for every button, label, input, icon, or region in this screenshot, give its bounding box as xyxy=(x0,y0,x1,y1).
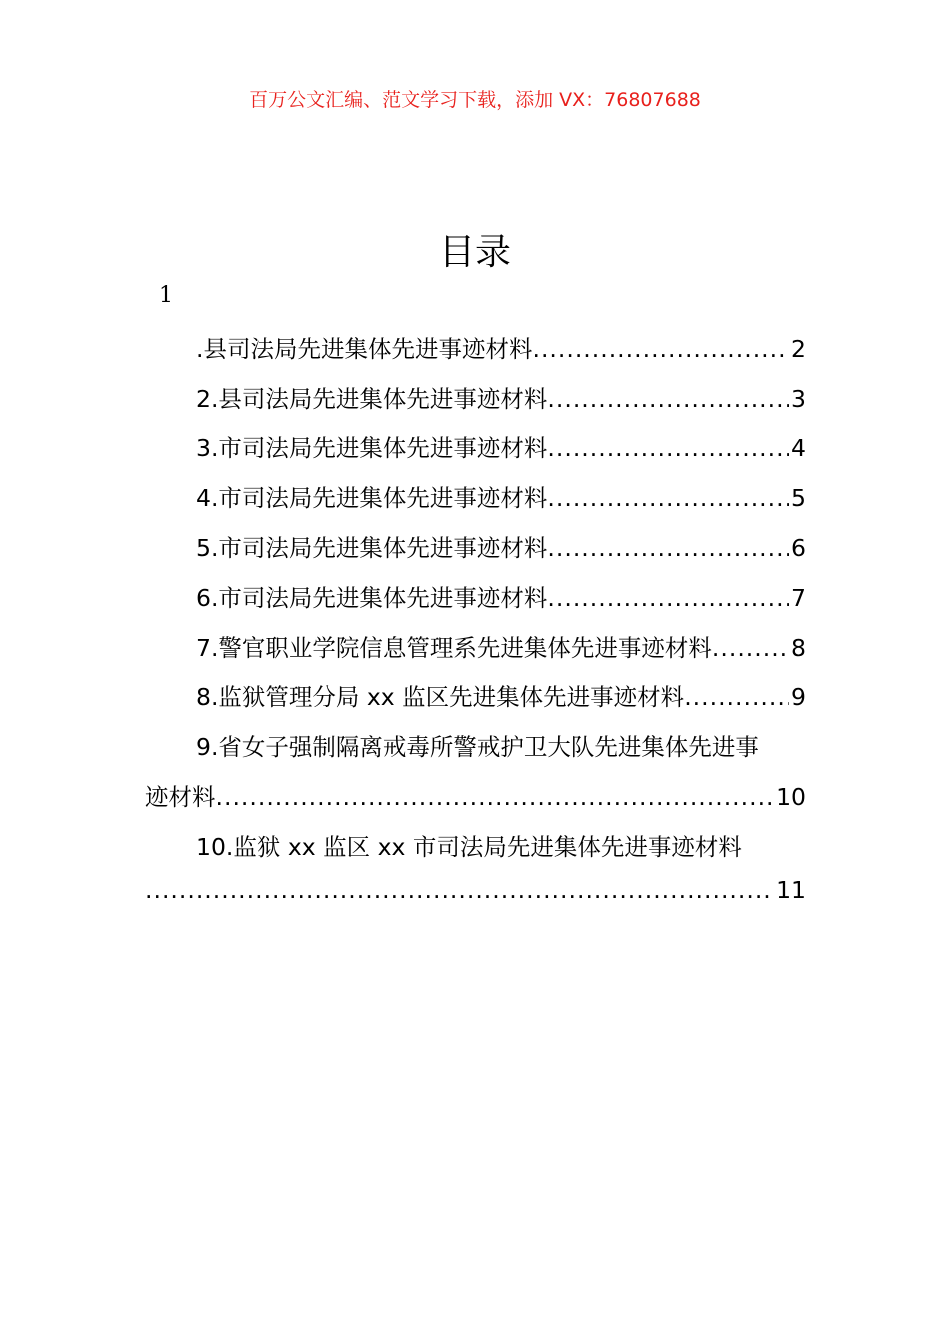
toc-title: 8.监狱管理分局 xx 监区先进集体先进事迹材料 xyxy=(196,683,685,711)
page-title: 目录 xyxy=(438,232,511,273)
toc-title: 3.市司法局先进集体先进事迹材料 xyxy=(196,434,548,462)
toc-entry[interactable] xyxy=(196,380,806,414)
toc-entry-line2[interactable] xyxy=(145,876,806,910)
toc-title: .县司法局先进集体先进事迹材料 xyxy=(196,335,533,363)
dot-leader xyxy=(547,534,789,562)
toc-title: 10.监狱 xx 监区 xx 市司法局先进集体先进事迹材料 xyxy=(196,833,742,861)
toc-entry-line2[interactable] xyxy=(145,778,806,812)
dot-leader xyxy=(547,584,789,612)
dot-leader xyxy=(712,634,789,662)
dot-leader xyxy=(547,385,789,413)
toc-title: 6.市司法局先进集体先进事迹材料 xyxy=(196,584,548,612)
toc-page: 7 xyxy=(791,584,806,612)
stray-number: 1 xyxy=(159,283,173,308)
dot-leader xyxy=(216,783,775,811)
toc-title: 7.警官职业学院信息管理系先进集体先进事迹材料 xyxy=(196,634,712,662)
toc-entry[interactable] xyxy=(196,479,806,513)
toc-title: 2.县司法局先进集体先进事迹材料 xyxy=(196,385,548,413)
toc-page: 5 xyxy=(791,484,806,512)
toc-entry[interactable] xyxy=(196,529,806,563)
toc-title-continued: 迹材料 xyxy=(145,783,216,811)
toc-entry[interactable] xyxy=(196,579,806,613)
toc-page: 11 xyxy=(776,876,806,904)
watermark-text: 百万公文汇编、范文学习下载，添加 VX：76807688 xyxy=(249,89,701,111)
toc-entry-line1[interactable] xyxy=(196,828,806,862)
toc-title: 4.市司法局先进集体先进事迹材料 xyxy=(196,484,548,512)
dot-leader xyxy=(547,484,789,512)
toc-page: 8 xyxy=(791,634,806,662)
toc-entry-line1[interactable] xyxy=(196,728,806,762)
toc-entry[interactable] xyxy=(196,330,806,364)
toc-page: 2 xyxy=(791,335,806,363)
toc-page: 10 xyxy=(776,783,806,811)
toc-entry[interactable] xyxy=(196,429,806,463)
dot-leader xyxy=(547,434,789,462)
toc-page: 9 xyxy=(791,683,806,711)
toc-page: 3 xyxy=(791,385,806,413)
dot-leader xyxy=(145,876,774,904)
toc-title: 5.市司法局先进集体先进事迹材料 xyxy=(196,534,548,562)
toc-page: 6 xyxy=(791,534,806,562)
toc-entry[interactable] xyxy=(196,629,806,663)
dot-leader xyxy=(684,683,789,711)
toc-page: 4 xyxy=(791,434,806,462)
dot-leader xyxy=(532,335,789,363)
toc-title: 9.省女子强制隔离戒毒所警戒护卫大队先进集体先进事 xyxy=(196,733,759,761)
toc-entry[interactable] xyxy=(196,678,806,712)
